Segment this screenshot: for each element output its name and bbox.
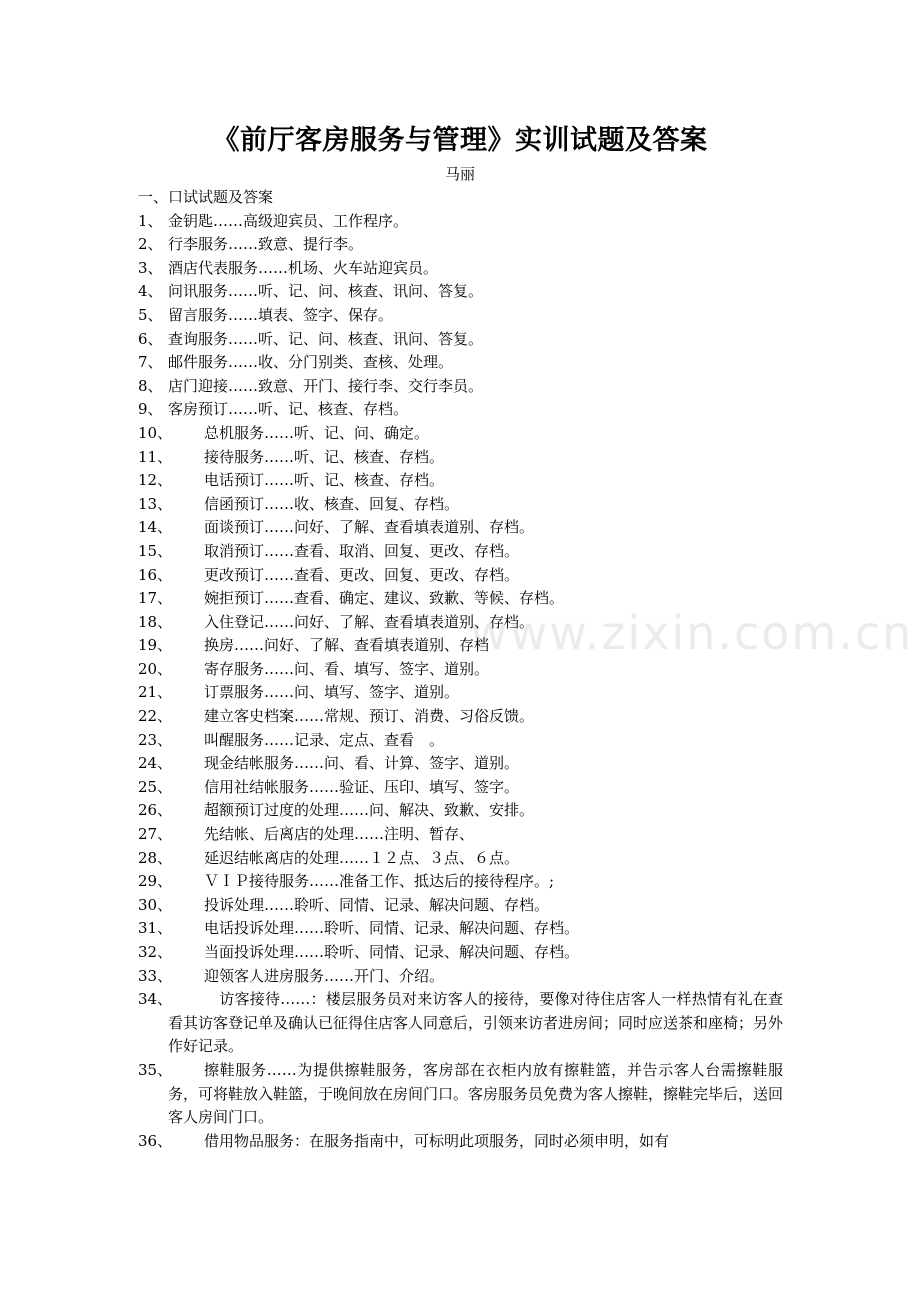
item-number: 20、 xyxy=(138,659,173,678)
item-number: 6、 xyxy=(138,329,163,348)
item-number: 3、 xyxy=(138,258,163,277)
item-text: 取消预订……查看、取消、回复、更改、存档。 xyxy=(204,541,520,560)
item-text: 客房预订……听、记、核查、存档。 xyxy=(168,400,409,419)
list-item xyxy=(138,540,783,564)
item-number: 25、 xyxy=(138,777,173,796)
item-number: 28、 xyxy=(138,848,173,867)
indented-item-list xyxy=(138,422,783,988)
list-item xyxy=(138,847,783,871)
item-number: 36、 xyxy=(138,1131,173,1150)
item-text: ＶＩＰ接待服务……准备工作、抵达后的接待程序。; xyxy=(204,872,555,891)
item-text: 行李服务……致意、提行李。 xyxy=(168,235,364,254)
item-number: 18、 xyxy=(138,612,173,631)
item-text: 访客接待……：楼层服务员对来访客人的接待，要像对待住店客人一样热情有礼在查看其访客登记单及确认已征得住店客人同意后，引领来访者进房间；同时应送茶和座椅；另外作好记录。 xyxy=(168,990,784,1056)
item-number: 15、 xyxy=(138,541,173,560)
item-text: 建立客史档案……常规、预订、消费、习俗反馈。 xyxy=(204,707,535,726)
item-number: 13、 xyxy=(138,494,173,513)
list-item xyxy=(138,729,783,753)
list-item xyxy=(138,233,783,257)
item-text: 信函预订……收、核查、回复、存档。 xyxy=(204,494,460,513)
item-number: 26、 xyxy=(138,801,173,820)
item-number: 1、 xyxy=(138,211,163,230)
item-number: 17、 xyxy=(138,589,173,608)
item-number: 30、 xyxy=(138,895,173,914)
item-number: 35、 xyxy=(138,1060,173,1079)
item-number: 8、 xyxy=(138,376,163,395)
item-number: 24、 xyxy=(138,754,173,773)
item-text: 接待服务……听、记、核查、存档。 xyxy=(204,447,445,466)
list-item xyxy=(138,328,783,352)
item-number: 22、 xyxy=(138,707,173,726)
list-item xyxy=(138,705,783,729)
page-title: 《前厅客房服务与管理》实训试题及答案 xyxy=(212,125,708,156)
list-item xyxy=(138,752,783,776)
item-number: 9、 xyxy=(138,400,163,419)
item-text: 总机服务……听、记、问、确定。 xyxy=(204,423,430,442)
list-item xyxy=(138,516,783,540)
item-text: 现金结帐服务……问、看、计算、签字、道别。 xyxy=(204,754,520,773)
item-text: 电话预订……听、记、核查、存档。 xyxy=(204,471,445,490)
item-number: 31、 xyxy=(138,919,173,938)
item-text: 问讯服务……听、记、问、核查、讯问、答复。 xyxy=(168,282,484,301)
list-item xyxy=(138,280,783,304)
item-number: 32、 xyxy=(138,943,173,961)
list-item xyxy=(138,257,783,281)
item-number: 14、 xyxy=(138,518,173,537)
list-item xyxy=(138,210,783,234)
section-heading: 一、口试试题及答案 xyxy=(138,188,274,206)
short-item-list xyxy=(138,210,783,422)
long-item-list xyxy=(138,988,783,1153)
list-item xyxy=(138,1130,783,1154)
item-text: 金钥匙……高级迎宾员、工作程序。 xyxy=(168,211,409,230)
list-item xyxy=(138,611,783,635)
item-text: 叫醒服务……记录、定点、查看 。 xyxy=(204,730,445,749)
list-item xyxy=(138,799,783,823)
item-number: 34、 xyxy=(138,990,173,1009)
item-number: 27、 xyxy=(138,825,173,844)
item-text: 酒店代表服务……机场、火车站迎宾员。 xyxy=(168,258,439,277)
list-item xyxy=(138,823,783,847)
list-item xyxy=(138,941,783,965)
item-number: 33、 xyxy=(138,966,173,985)
item-number: 23、 xyxy=(138,730,173,749)
item-number: 11、 xyxy=(138,447,173,466)
item-number: 5、 xyxy=(138,305,163,324)
item-number: 4、 xyxy=(138,282,163,301)
list-item xyxy=(138,493,783,517)
document-body xyxy=(138,186,783,1153)
item-text: 投诉处理……聆听、同情、记录、解决问题、存档。 xyxy=(204,895,550,914)
item-text: 面谈预订……问好、了解、查看填表道别、存档。 xyxy=(204,518,535,537)
author-name: 马丽 xyxy=(444,165,475,183)
item-number: 7、 xyxy=(138,353,163,372)
list-item xyxy=(138,965,783,989)
list-item xyxy=(138,894,783,918)
list-item xyxy=(138,776,783,800)
item-text: 擦鞋服务……为提供擦鞋服务，客房部在衣柜内放有擦鞋篮，并告示客人台需擦鞋服务，可将鞋放入鞋篮，于晚间放在房间门口。客房服务员免费为客人擦鞋，擦鞋完毕后，送回客人房间门口。 xyxy=(168,1060,784,1127)
item-text: 婉拒预订……查看、确定、建议、致歉、等候、存档。 xyxy=(204,589,565,608)
item-text: 店门迎接……致意、开门、接行李、交行李员。 xyxy=(168,376,484,395)
list-item xyxy=(138,446,783,470)
item-text: 电话投诉处理……聆听、同情、记录、解决问题、存档。 xyxy=(204,919,580,938)
list-item xyxy=(138,870,783,894)
item-number: 21、 xyxy=(138,683,173,702)
item-text: 入住登记……问好、了解、查看填表道别、存档。 xyxy=(204,612,535,631)
item-text: 邮件服务……收、分门别类、查核、处理。 xyxy=(168,353,454,372)
item-text: 查询服务……听、记、问、核查、讯问、答复。 xyxy=(168,329,484,348)
item-text: 换房……问好、了解、查看填表道别、存档 xyxy=(204,636,490,655)
item-number: 29、 xyxy=(138,872,173,891)
watermark: www.zixin.com.cn xyxy=(470,606,914,660)
item-number: 10、 xyxy=(138,423,173,442)
list-item xyxy=(138,469,783,493)
list-item xyxy=(138,658,783,682)
item-text: 迎领客人进房服务……开门、介绍。 xyxy=(204,966,445,985)
list-item xyxy=(138,681,783,705)
item-number: 19、 xyxy=(138,636,173,655)
item-text: 留言服务……填表、签字、保存。 xyxy=(168,305,394,324)
list-item xyxy=(138,564,783,588)
list-item xyxy=(138,1059,783,1130)
list-item xyxy=(138,351,783,375)
item-text: 订票服务……问、填写、签字、道别。 xyxy=(204,683,460,702)
item-number: 12、 xyxy=(138,471,173,490)
item-text: 借用物品服务：在服务指南中，可标明此项服务，同时必须申明，如有 xyxy=(204,1131,670,1150)
item-text: 信用社结帐服务……验证、压印、填写、签字。 xyxy=(204,777,520,796)
item-number: 2、 xyxy=(138,235,163,254)
item-text: 当面投诉处理……聆听、同情、记录、解决问题、存档。 xyxy=(204,943,580,961)
list-item xyxy=(138,375,783,399)
list-item xyxy=(138,587,783,611)
list-item xyxy=(138,422,783,446)
list-item xyxy=(138,304,783,328)
item-text: 寄存服务……问、看、填写、签字、道别。 xyxy=(204,659,490,678)
item-number: 16、 xyxy=(138,565,173,584)
item-text: 超额预订过度的处理……问、解决、致歉、安排。 xyxy=(204,801,535,820)
item-text: 先结帐、后离店的处理……注明、暂存、 xyxy=(204,825,475,844)
list-item xyxy=(138,988,783,1059)
list-item xyxy=(138,917,783,941)
list-item xyxy=(138,398,783,422)
list-item xyxy=(138,634,783,658)
item-text: 更改预订……查看、更改、回复、更改、存档。 xyxy=(204,565,520,584)
item-text: 延迟结帐离店的处理……１２点、３点、６点。 xyxy=(204,848,520,867)
